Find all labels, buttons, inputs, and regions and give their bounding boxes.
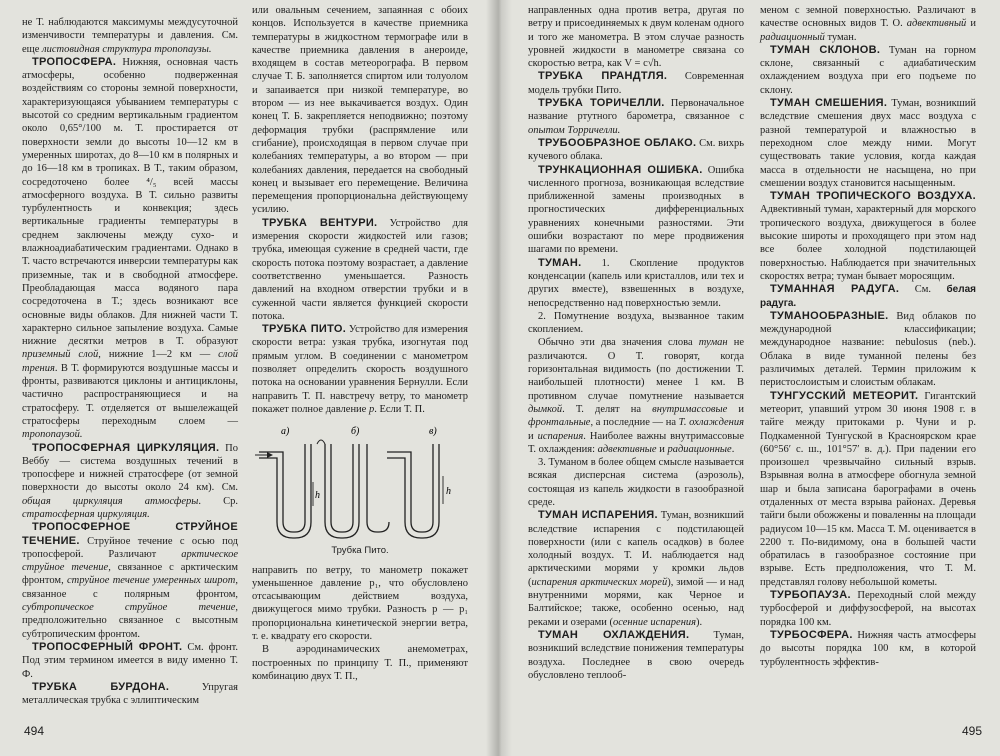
entry-tail-paragraph — [22, 16, 238, 56]
entry-tubular-cloud — [528, 137, 744, 164]
text-span: Вид облаков по международной классификации; международное название: nebulosus (neb.). Облака в виде туманной пелены без различимых деталей. Термин приложим к перистослоистым и слоистым облакам. — [760, 310, 976, 389]
crossref-italic: внутримассовые — [652, 403, 728, 415]
text-span: См. вихрь кучевого облака. — [528, 137, 744, 163]
entry-continuation-paragraph — [528, 4, 744, 70]
text-span: . Ср. — [198, 495, 238, 507]
tube-c — [367, 444, 439, 538]
crossref-italic: адвективные — [597, 443, 657, 455]
entry-fog — [528, 257, 744, 310]
entry-venturi-tube — [252, 217, 468, 323]
text-span: Туман на горном склоне, связанный с адиабатическим охлаждением воздуха при его подъеме по склону. — [760, 44, 976, 96]
text-span: туман. — [824, 31, 857, 43]
text-span: Ошибка численного прогноза, возникающая вследствие приближенной замены производных в прогностических дифференциальных уравнениях конечными разностями. Эти ошибки возрастают по мере продвижения шагами по времени. — [528, 164, 744, 256]
page-number-right: 495 — [961, 724, 982, 738]
tube-b — [317, 440, 359, 538]
crossref-italic: субтропическое струйное течение — [22, 602, 236, 614]
text-span: Обычно эти два значения слова — [538, 337, 699, 349]
headword: ТРУБКА БУРДОНА. — [32, 680, 170, 693]
headword: ТРОПОСФЕРНАЯ ЦИРКУЛЯЦИЯ. — [32, 441, 220, 454]
headword: ТРОПОСФЕРНОЕ СТРУЙНОЕ ТЕЧЕНИЕ. — [22, 521, 238, 547]
text-span: и — [727, 403, 744, 415]
entry-torricelli-tube — [528, 97, 744, 137]
text-span: Туман, возникший вследствие понижения температуры воздуха. Последнее в свою очередь обусловлено теплооб- — [528, 629, 744, 681]
pitot-tube-diagram — [255, 422, 465, 542]
entry-tropospheric-jet — [22, 521, 238, 641]
crossref-italic: адвективный — [906, 18, 967, 30]
crossref-italic: радиационный — [760, 31, 825, 43]
crossref-italic: фронтальные — [528, 417, 591, 429]
entry-tropical-air-fog — [760, 190, 976, 283]
right-page-column-1 — [528, 4, 744, 682]
headword: ТУМАНООБРАЗНЫЕ. — [770, 309, 889, 322]
entry-tunguska-meteorite — [760, 390, 976, 589]
headword: ТУМАННАЯ РАДУГА. — [770, 283, 900, 296]
text-span: Переходный слой между турбосферой и диффузосферой, на высотах порядка 100 км. — [760, 590, 976, 628]
figure-label-h-b: h — [315, 490, 320, 502]
text-span: Нижняя часть атмосферы до высоты порядка 100 км, в которой турбулентность эффектив- — [760, 629, 976, 668]
crossref-bold: белая радуга. — [760, 284, 976, 309]
text-span: , связанное с арктическим фронтом, — [22, 562, 238, 587]
entry-evaporation-fog — [528, 509, 744, 629]
crossref-italic: струйное течение умеренных широт — [67, 575, 236, 587]
crossref-italic: слой трения — [22, 349, 238, 374]
text-span: Туман, возникший вследствие испарения с подстилающей поверхности (или с капель осадков) в более холодный воздух. Т. И. наблюдается над арктическими морями у кромки льдов ( — [528, 510, 744, 588]
headword: ТРОПОСФЕРНЫЙ ФРОНТ. — [32, 640, 183, 653]
headword: ТРУБКА ТОРИЧЕЛЛИ. — [538, 97, 665, 110]
crossref-italic: радиационные — [667, 443, 732, 455]
crossref-italic: стратосферная циркуляция. — [22, 508, 150, 520]
text-span: См. фронт. Под этим термином имеется в виду именно Т. Ф. — [22, 641, 238, 680]
text-span: , связанное с полярным фронтом, — [22, 575, 238, 600]
figure-caption: Трубка Пито. — [331, 545, 389, 557]
headword: ТУМАН. — [538, 256, 582, 269]
text-span: 1. Скопление продуктов конденсации (капель или кристаллов, или тех и других вместе), взвешенных в воздухе, непосредственно над поверхностью земли. — [528, 257, 744, 309]
headword: ТУНГУССКИЙ МЕТЕОРИТ. — [770, 389, 919, 402]
left-page-column-2 — [252, 4, 468, 683]
page-number-left: 494 — [24, 724, 45, 738]
headword: ТУРБОПАУЗА. — [770, 589, 851, 602]
text-span: 2. Помутнение воздуха, вызванное таким скоплением. — [528, 310, 744, 336]
entry-pitot-continuation — [252, 564, 468, 644]
text-span: и — [656, 443, 668, 455]
text-span: Упругая металлическая трубка с эллиптическим — [22, 681, 238, 707]
entry-nebulosus — [760, 310, 976, 390]
entry-truncation-error — [528, 164, 744, 257]
figure-label-a: а) — [281, 426, 290, 438]
crossref-italic: тропопаузой. — [22, 429, 83, 441]
headword: ТРУБКА ВЕНТУРИ. — [262, 216, 378, 229]
headword: ТРУБКА ПИТО. — [262, 323, 347, 336]
entry-continuation-paragraph — [760, 4, 976, 44]
text-span: ), зимой — и над внутренними морями, как Черное и Балтийское; также, особенно осенью, над реками и озерами ( — [528, 576, 744, 628]
crossref-italic: арктическое струйное течение — [22, 548, 238, 574]
headword: ТУМАН СМЕШЕНИЯ. — [770, 97, 888, 110]
text-span: не различаются. О Т. говорят, когда горизонтальная видимость (по достижении Т. наибольшей плотности) менее 1 км. В противном случае помутнение называется — [528, 337, 745, 402]
text-span: . Наиболее важны внутримассовые Т. охлаждения: — [528, 430, 744, 455]
text-span: По Веббу — система воздушных течений в тропосфере и нижней стратосфере (от земной поверхности до высоты около 24 км). См. — [22, 442, 238, 494]
text-span: меном с земной поверхностью. Различают в качестве основных видов Т. О. — [760, 5, 976, 30]
entry-turbosphere — [760, 629, 976, 669]
text-span: . — [731, 443, 735, 455]
text-span: , а последние — на — [590, 417, 679, 429]
crossref-italic: испарения арктических морей — [531, 576, 668, 588]
text-span: . Если Т. П. — [374, 403, 425, 415]
text-span: Первоначальное название ртутного барометра, связанное с — [528, 98, 744, 123]
headword: ТРУБКА ПРАНДТЛЯ. — [538, 70, 668, 83]
entry-pitot-tube — [252, 323, 468, 416]
text-span: Устройство для измерения скорости ветра: узкая трубка, изогнутая под прямым углом. В соединении с манометром позволяет определить скорость воздушного потока на основании уравнения Бернулли. Если направить Т. П. навстречу ветру, то манометр покажет полное давление — [252, 324, 468, 415]
entry-tropospheric-front — [22, 641, 238, 681]
entry-tropospheric-circulation — [22, 442, 238, 522]
headword: ТУМАН ИСПАРЕНИЯ. — [538, 509, 658, 522]
text-span: направленных одна против ветра, другая по ветру и присоединяемых к двум коленам одного и того же манометра. В этом случае разность уровней жидкости в манометре связана со скоростью ветра, как V = c√h. — [528, 5, 744, 70]
crossref-italic: Т. охлаждения — [678, 417, 745, 429]
text-span: Современная модель трубки Пито. — [528, 71, 744, 96]
crossref-italic: осенние испарения — [613, 616, 697, 628]
entry-mixing-fog — [760, 97, 976, 190]
variable-italic: p — [368, 403, 375, 415]
right-page — [498, 0, 1000, 756]
text-span: . В Т. формируются воздушные массы и фронты, развиваются циклоны и антициклоны, частично распространяющиеся и на стратосферу. Т. отделяется от вышележащей стратосферы переходным слоем — — [22, 362, 238, 427]
entry-slope-fog — [760, 44, 976, 97]
entry-prandtl-tube — [528, 70, 744, 97]
pitot-tube-figure — [252, 422, 468, 557]
entry-cooling-fog — [528, 629, 744, 682]
arrow-head-icon — [267, 452, 273, 458]
figure-label-h: h — [446, 486, 451, 498]
entry-bourdon-tube — [22, 681, 238, 708]
headword: ТУРБОСФЕРА. — [770, 628, 853, 641]
crossref-italic: приземный слой — [22, 349, 99, 361]
crossref-italic: туман — [698, 337, 728, 349]
entry-continuation-paragraph — [252, 4, 468, 217]
left-page — [0, 0, 498, 756]
text-span: и — [966, 18, 977, 30]
text-span: не Т. наблюдаются максимумы междусуточной изменчивости температуры и давления. См. еще — [22, 17, 238, 55]
entry-turbopause — [760, 589, 976, 629]
text-span: направить по ветру, то манометр покажет уменьшенное давление p₁, что обусловлено отсасывающим действием воздуха, движущегося мимо трубки. Разность p — p₁ пропорциональна кинетической энергии ветра, т. е. квадрату его скорости. — [252, 564, 468, 642]
text-span: ). — [696, 616, 703, 628]
entry-pitot-paragraph — [252, 643, 468, 683]
crossref-italic: опытом Торричелли. — [528, 124, 621, 136]
headword: ТУМАН ТРОПИЧЕСКОГО ВОЗДУХА. — [770, 190, 976, 203]
text-span: , предположительно связанное с высотным субтропическим фронтом. — [22, 602, 238, 640]
text-span: См. — [899, 284, 947, 296]
headword: ТРОПОСФЕРА. — [32, 55, 117, 68]
entry-fogbow — [760, 283, 976, 310]
headword: ТРУБООБРАЗНОЕ ОБЛАКО. — [538, 136, 697, 149]
text-span: 3. Туманом в более общем смысле называется всякая дисперсная система (аэрозоль), состоящая из капель жидкости в газообразной среде. — [528, 457, 744, 508]
headword: ТРУНКАЦИОННАЯ ОШИБКА. — [538, 163, 703, 176]
text-span: В аэродинамических анемометрах, построенных по принципу Т. П., применяют комбинацию двух Т. П., — [252, 644, 468, 682]
text-span: Устройство для измерения скорости жидкостей или газов; трубка, имеющая сужение в средней части, где скорость потока поэтому возрастает, а давление соответственно уменьшается. Разность давлений на входном отверстии трубки и в суженной части является функцией скорости потока. — [252, 217, 468, 322]
entry-fog-usage — [528, 336, 744, 456]
text-span: или овальным сечением, запаянная с обоих концов. Используется в качестве приемника температуры в жидкостном термографе или в качестве приемника давления в анероиде, входящем в состав метеорографа. В первом случае Т. Б. заполняется спиртом или толуолом и запаивается при низкой температуре, во втором — из нее выкачивается воздух. Один конец Т. Б. закрепляется неподвижно; поэтому деформация трубки (распрямление или сгибание), происходящая в первом случае при колебаниях температуры, а во втором — при колебаниях давления, передается на свободный конец и вызывает его перемещение. Величина перемещения пропорциональна действующему усилию. — [252, 5, 468, 216]
figure-label-b: б) — [351, 426, 360, 438]
text-span: Нижняя, основная часть атмосферы, особенно подверженная воздействиям со стороны земной поверхности, характеризующаяся убыванием температуры с высотой со средним вертикальным градиентом около 0,65°/100 м. Т. простирается от поверхности земли до высоты 10—12 км в умеренных широтах, до 8—10 км в полярных и до 16—18 км в тропиках. В Т., таким образом, сосредоточено более ⁴/₅ всей массы атмосферного воздуха. В Т. сильно развиты турбулентность и конвекция; здесь вертикальные градиенты температуры в среднем заключены между сухо- и влажноадиабатическим градиентами. Однако в Т. часто встречаются инверсии температуры как приземные, так и в свободной атмосфере. Преобладающая масса водяного пара сосредоточена в Т.; здесь возникают все основные виды облаков. Для нижней части Т. характерно сильное запыление воздуха. Самые нижние десятки метров в Т. образуют — [22, 56, 238, 348]
text-span: и — [528, 430, 538, 442]
text-span: Адвективный туман, характерный для морского тропического воздуха, движущегося в более высокие широты и проходящего при этом над все более холодной подстилающей поверхностью. Наблюдается при значительных скоростях ветра; туман бывает моросящим. — [760, 204, 976, 282]
entry-troposphere — [22, 56, 238, 442]
figure-label-c: в) — [429, 426, 437, 438]
entry-fog-sense-2 — [528, 310, 744, 337]
text-span: Гигантский метеорит, упавший утром 30 июня 1908 г. в тайге между притоками р. Чуни и р. Подкаменной Тунгуской в Красноярском крае (60°56′ с. ш., 101°57′ в. д.). При падении его произошел чрезвычайно сильный взрыв. Взрывная волна в атмосфере обогнула земной шар и была записана барографами в очень отдаленных от места взрыва районах. Деревья тайги были обожжены и поваленны на площади радиусом 10—15 км. Масса Т. М. оценивается в 2200 т. По-видимому, она в большей части обратилась в газообразное состояние при взрыве. Есть предположения, что Т. М. представлял голову небольшой кометы. — [760, 390, 976, 588]
crossref-italic: общая циркуляция атмосферы — [22, 495, 199, 507]
book-gutter — [486, 0, 512, 756]
tube-a — [259, 444, 311, 538]
headword: ТУМАН СКЛОНОВ. — [770, 43, 881, 56]
headword: ТУМАН ОХЛАЖДЕНИЯ. — [538, 628, 690, 641]
right-page-column-2 — [760, 4, 976, 669]
left-page-column-1 — [22, 16, 238, 707]
text-span: . Т. делят на — [562, 403, 653, 415]
entry-fog-sense-3 — [528, 456, 744, 509]
crossref-italic: листовидная структура тропопаузы. — [42, 43, 212, 55]
text-span: , нижние 1—2 км — — [98, 349, 219, 361]
text-span: Туман, возникший вследствие смешения двух масс воздуха с разной температурой и влажностью в переходном слое между ними. Могут существовать такие условия, когда каждая масса в отдельности не насыщена, но при смешении воздух становится насыщенным. — [760, 98, 976, 189]
text-span: Струйное течение с осью под тропосферой. Различают — [22, 535, 238, 560]
crossref-italic: испарения — [537, 430, 584, 442]
crossref-italic: дымкой — [528, 403, 563, 415]
